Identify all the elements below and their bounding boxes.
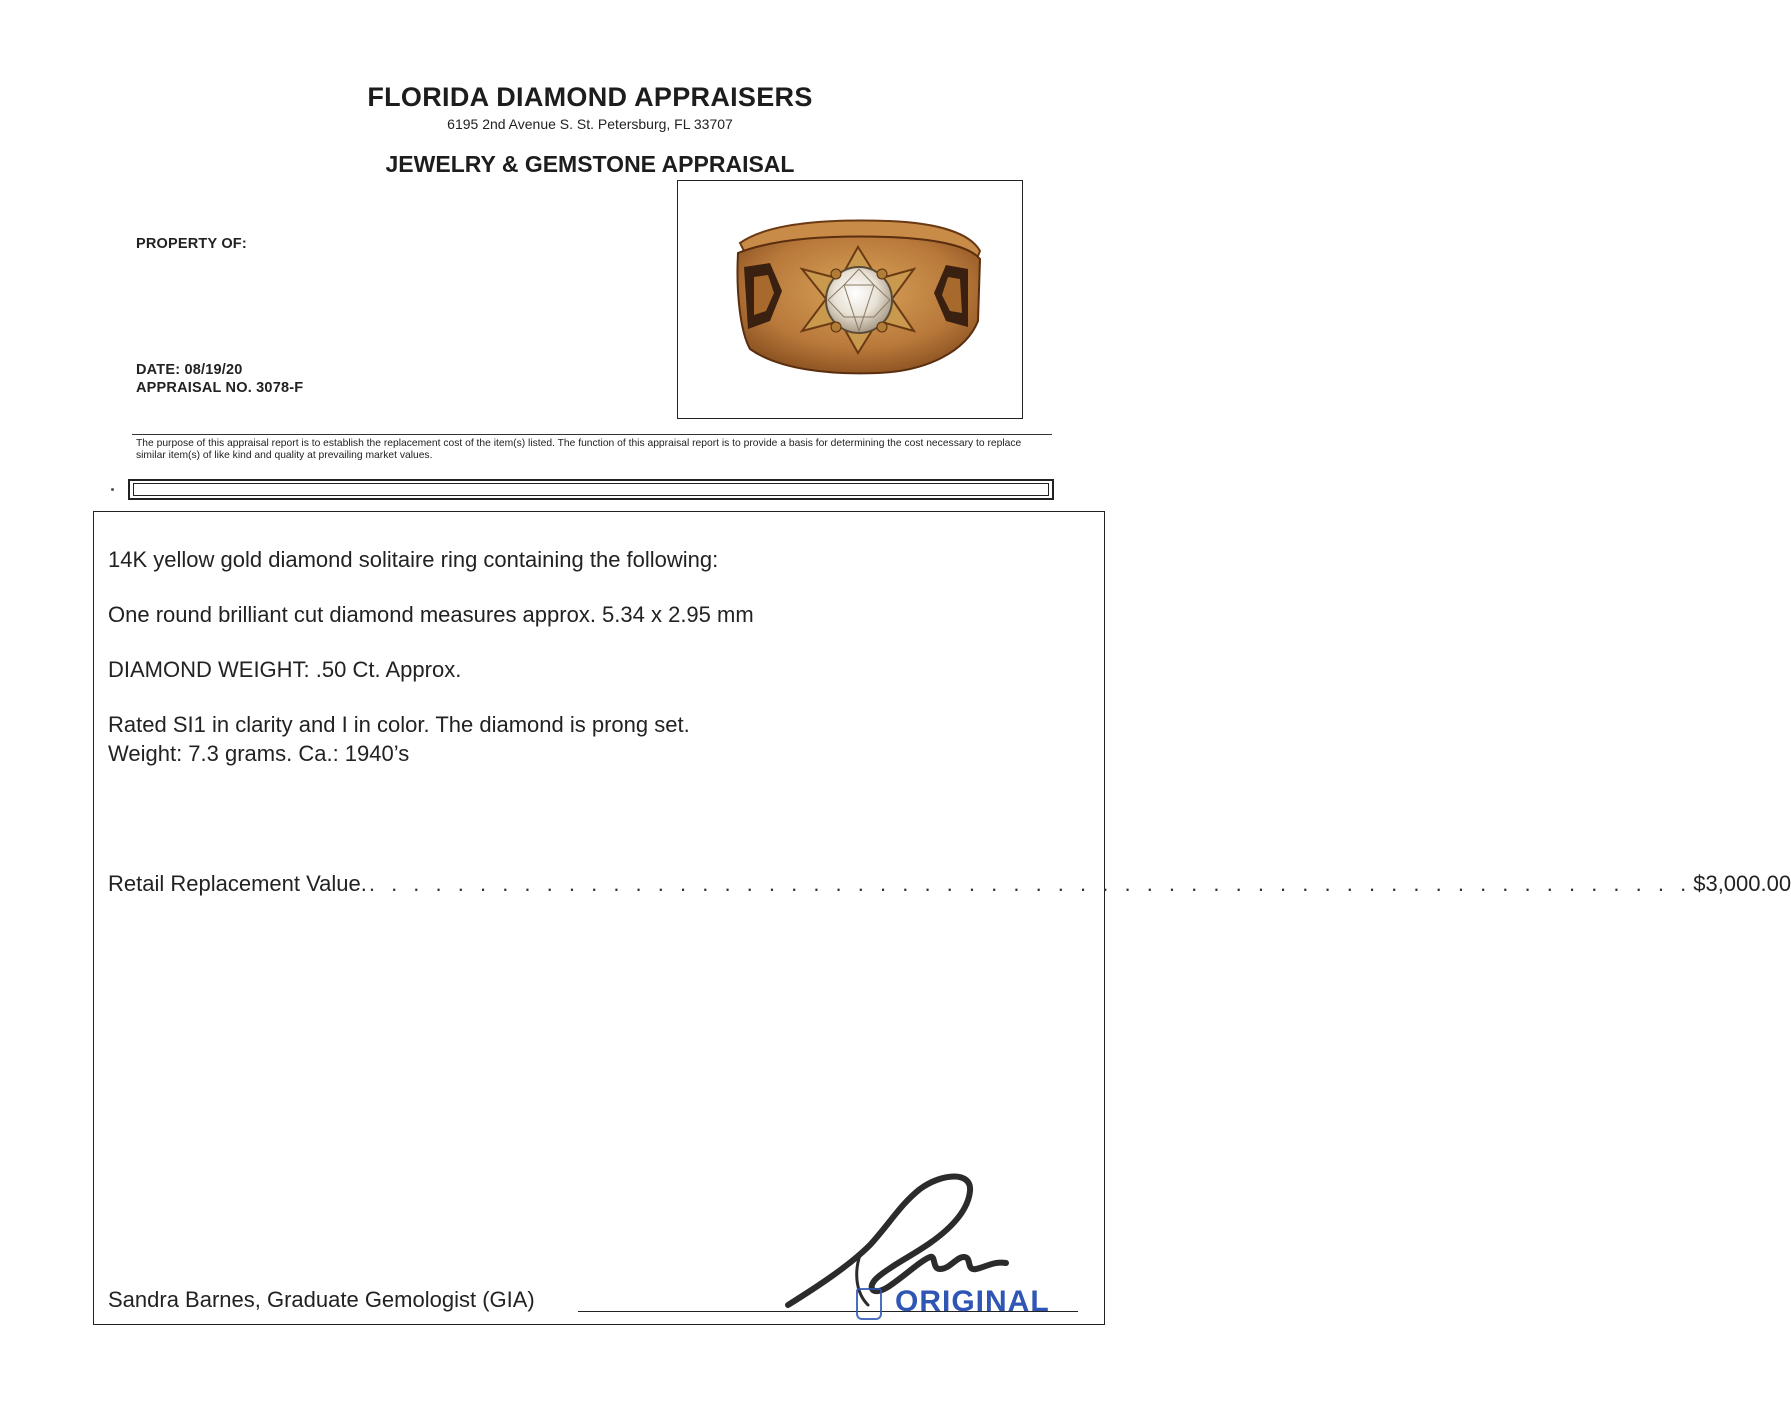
signer-name: Sandra Barnes, Graduate Gemologist (GIA) [108,1287,535,1312]
date-line: DATE: 08/19/20 [136,362,243,378]
purpose-statement: The purpose of this appraisal report is to establish the replacement cost of the item(s) listed. The function of this appraisal report is to provide a basis for determining the cost necessary to replace similar item(s) of like kind and quality at prevailing market values. [136,438,1022,461]
clarity-color-rating: Rated SI1 in clarity and I in color. The diamond is prong set. [108,712,690,737]
appraisal-number-line: APPRAISAL NO. 3078-F [136,380,304,396]
company-address: 6195 2nd Avenue S. St. Petersburg, FL 33707 [447,116,733,132]
margin-dot [111,488,114,491]
diamond-weight: DIAMOND WEIGHT: .50 Ct. Approx. [108,657,462,682]
gold-weight-era: Weight: 7.3 grams. Ca.: 1940’s [108,741,410,766]
replacement-value-amount: $3,000.00 [1693,871,1791,896]
dot-leaders: . . . . . . . . . . . . . . . . . . . . . . . . . . . . . . . . . . . . . . . . . . . . . . . . . . . . . . . . . . . . [368,871,1692,896]
item-description: 14K yellow gold diamond solitaire ring containing the following: [108,547,719,572]
stamp-seal-icon [856,1288,882,1320]
company-name: FLORIDA DIAMOND APPRAISERS [367,82,813,112]
document-title: JEWELRY & GEMSTONE APPRAISAL [385,151,795,177]
purpose-rule [132,434,1052,435]
item-photo [677,180,1023,419]
diamond-measurements: One round brilliant cut diamond measures approx. 5.34 x 2.95 mm [108,602,754,627]
original-stamp: ORIGINAL [895,1285,1050,1318]
replacement-value-row [108,871,1791,897]
ring-image [678,181,1021,417]
divider-bar-inner [133,483,1049,496]
replacement-value-label: Retail Replacement Value. [108,871,367,896]
property-of-label: PROPERTY OF: [136,236,247,252]
